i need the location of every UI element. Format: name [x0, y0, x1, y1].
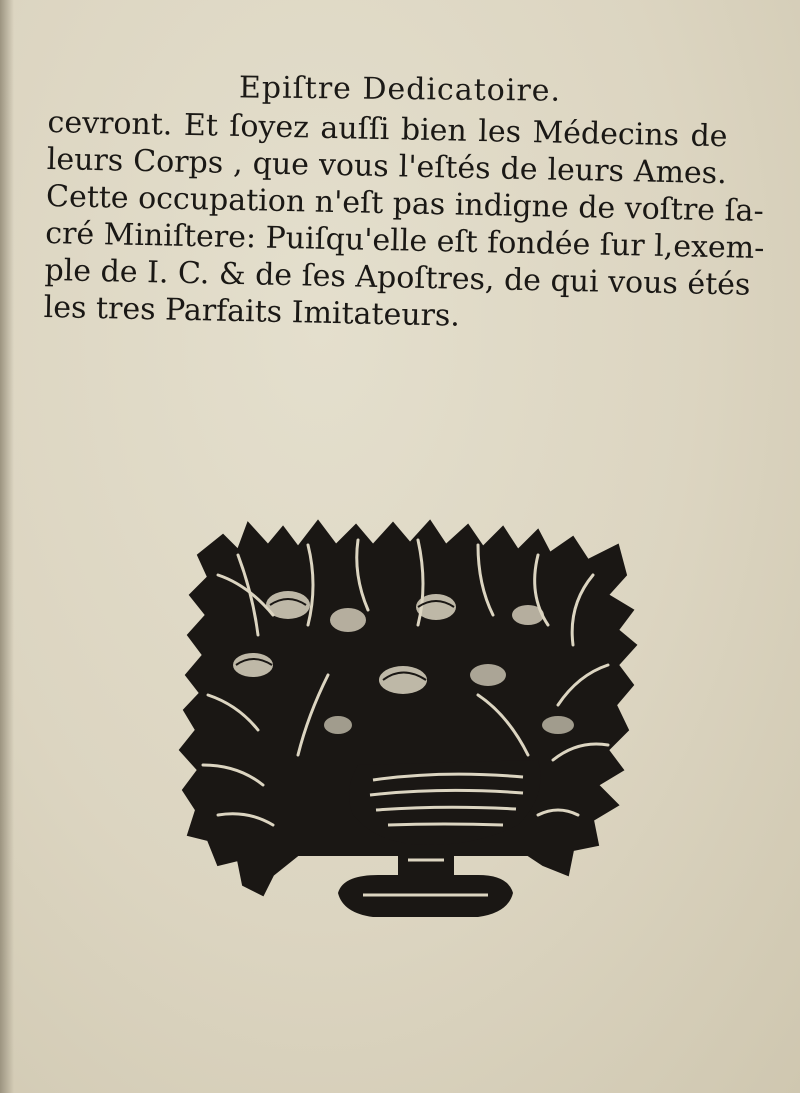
text-line: les tres Parfaits Imitateurs. [43, 289, 461, 334]
text-line: leurs Corps , que vous l'eſtés de leurs Ames. [46, 141, 728, 192]
body-text [43, 104, 765, 340]
text-line: Cette occupation n'eſt pas indigne de voſtre ſa- [45, 178, 765, 230]
text-line: ple de I. C. & de ſes Apoſtres, de qui vous étés [44, 252, 751, 303]
running-head: Epiſtre Dedicatoire. [238, 70, 562, 109]
text-line: cevront. Et ſoyez auſſi bien les Médecins de [47, 104, 728, 155]
fruit-basket-woodcut-icon [178, 515, 640, 935]
text-line: cré Miniſtere: Puiſqu'elle eſt fondée ſur l,exem- [44, 215, 765, 267]
